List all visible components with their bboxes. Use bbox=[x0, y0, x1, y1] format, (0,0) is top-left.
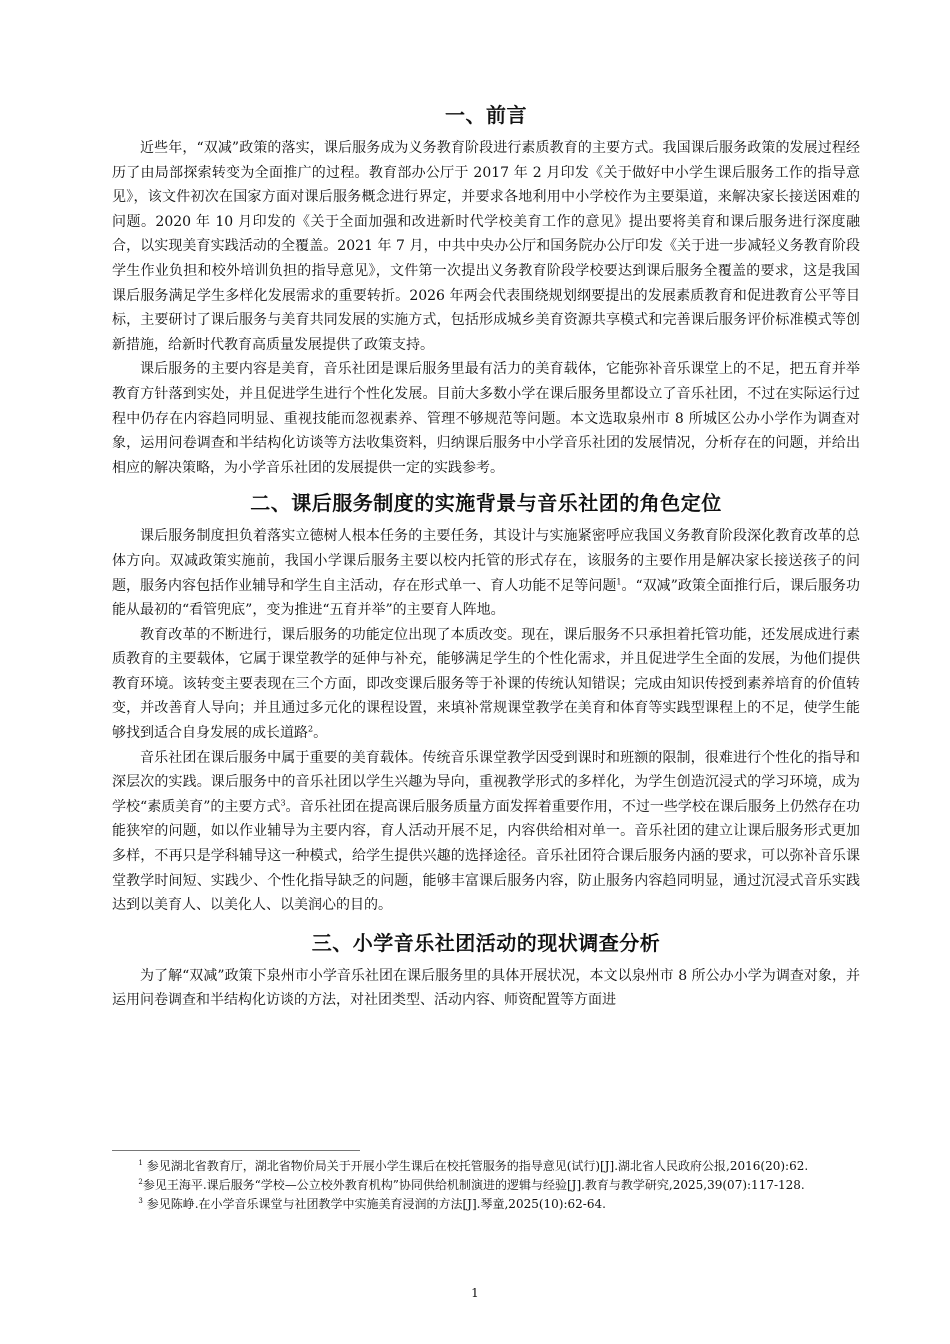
footnote-item bbox=[112, 1195, 860, 1214]
footnote-ref[interactable]: 2 bbox=[308, 724, 314, 734]
page-number: 1 bbox=[471, 1286, 479, 1300]
paragraph: 为了解“双减”政策下泉州市小学音乐社团在课后服务里的具体开展状况，本文以泉州市 8 所公办小学为调查对象，并运用问卷调查和半结构化访谈的方法，对社团类型、活动内容、师资配置等方面进 bbox=[112, 967, 860, 1009]
paragraph-text: 。 bbox=[313, 725, 328, 742]
paragraph bbox=[112, 746, 860, 918]
paragraph: 课后服务的主要内容是美育，音乐社团是课后服务里最有活力的美育载体，它能弥补音乐课堂上的不足，把五育并举教育方针落到实处，并且促进学生进行个性化发展。目前大多数小学在课后服务里都设立了音乐社团，不过在实际运行过程中仍存在内容趋同明显、重视技能而忽视素养、管理不够规范等问题。本文选取泉州市 8 所城区公办小学作为调查对象，运用问卷调查和半结构化访谈等方法收集资料，归纳课后服务中小学音乐社团的发展情况，分析存在的问题，并给出相应的解决策略，为小学音乐社团的发展提供一定的实践参考。 bbox=[112, 361, 860, 476]
paragraph-text: 音乐社团在课后服务中属于重要的美育载体。传统音乐课堂教学因受到课时和班额的限制，很难进行个性化的指导和深层次的实践。课后服务中的音乐社团以学生兴趣为导向，重视教学形式的多样化，为学生创造沉浸式的学习环境，成为学校“素质美育”的主要方式 bbox=[112, 749, 860, 815]
section-heading-background: 二、课后服务制度的实施背景与音乐社团的角色定位 bbox=[250, 491, 722, 516]
footnote-mark: 1 bbox=[138, 1159, 143, 1167]
footnote-item bbox=[112, 1176, 860, 1195]
paragraph bbox=[112, 524, 860, 622]
paragraph-text: 课后服务制度担负着落实立德树人根本任务的主要任务，其设计与实施紧密呼应我国义务教育阶段深化教育改革的总体方向。双减政策实施前，我国小学课后服务主要以校内托管的形式存在，该服务的主要作用是解决家长接送孩子的问题，服务内容包括作业辅导和学生自主活动，存在形式单一、育人功能不足等问题 bbox=[112, 528, 860, 594]
paragraph-text: 。“双减”政策全面推行后，课后服务功能从最初的“看管兜底”，变为推进“五育并举”的主要育人阵地。 bbox=[112, 577, 860, 619]
paragraph-text: 。音乐社团在提高课后服务质量方面发挥着重要作用，不过一些学校在课后服务上仍然存在功能狭窄的问题，如以作业辅导为主要内容，育人活动开展不足，内容供给相对单一。音乐社团的建立让课后服务形式更加多样，不再只是学科辅导这一种模式，给学生提供兴趣的选择途径。音乐社团符合课后服务内涵的要求，可以弥补音乐课堂教学时间短、实践少、个性化指导缺乏的问题，能够丰富课后服务内容，防止服务内容趋同明显，通过沉浸式音乐实践达到以美育人、以美化人、以美润心的目的。 bbox=[112, 798, 860, 914]
footnote-text: 参见湖北省教育厅，湖北省物价局关于开展小学生课后在校托管服务的指导意见(试行)[J].湖北省人民政府公报,2016(20):62. bbox=[146, 1159, 809, 1173]
footnote-mark: 3 bbox=[138, 1197, 143, 1205]
footnote-mark: 2 bbox=[138, 1178, 143, 1186]
footnote-ref[interactable]: 1 bbox=[616, 576, 622, 586]
footnote-divider bbox=[112, 1150, 360, 1151]
paragraph bbox=[112, 623, 860, 746]
footnote-text: 参见王海平.课后服务“学校—公立校外教育机构”协同供给机制演进的逻辑与经验[J].教育与教学研究,2025,39(07):117-128. bbox=[142, 1178, 805, 1192]
section-heading-introduction: 一、前言 bbox=[445, 103, 527, 127]
footnote-ref[interactable]: 3 bbox=[280, 798, 286, 808]
paragraph: 近些年，“双减”政策的落实，课后服务成为义务教育阶段进行素质教育的主要方式。我国课后服务政策的发展过程经历了由局部探索转变为全面推广的过程。教育部办公厅于 2017 年 2 月印发《关于做好中小学生课后服务工作的指导意见》，该文件初次在国家方面对课后服务概念进行界定，并要求各地利用中小学校作为主要渠道，来解决家长接送困难的问题。2020 年 10 月印发的《关于全面加强和改进新时代学校美育工作的意见》提出要将美育和课后服务进行深度融合，以实现美育实践活动的全覆盖。2021 年 7 月，中共中央办公厅和国务院办公厅印发《关于进一步减轻义务教育阶段学生作业负担和校外培训负担的指导意见》，文件第一次提出义务教育阶段学校要达到课后服务全覆盖的要求，这是我国课后服务满足学生多样化发展需求的重要转折。2026 年两会代表围绕规划纲要提出的发展素质教育和促进教育公平等目标，主要研讨了课后服务与美育共同发展的实施方式，包括形成城乡美育资源共享模式和完善课后服务评价标准模式等创新措施，给新时代教育高质量发展提供了政策支持。 bbox=[112, 140, 860, 353]
footnotes bbox=[112, 1150, 860, 1214]
footnote-text: 参见陈峥.在小学音乐课堂与社团教学中实施美育浸润的方法[J].琴童,2025(10):62-64. bbox=[146, 1197, 606, 1211]
footnote-item bbox=[112, 1157, 860, 1176]
section-heading-survey: 三、小学音乐社团活动的现状调查分析 bbox=[311, 930, 661, 955]
paragraph-text: 教育改革的不断进行，课后服务的功能定位出现了本质改变。现在，课后服务不只承担着托管功能，还发展成进行素质教育的主要载体，它属于课堂教学的延伸与补充，能够满足学生的个性化需求，并且促进学生全面的发展，为他们提供教育环境。该转变主要表现在三个方面，即改变课后服务等于补课的传统认知错误；完成由知识传授到素养培育的价值转变，并改善育人导向；并且通过多元化的课程设置，来填补常规课堂教学在美育和体育等实践型课程上的不足，使学生能够找到适合自身发展的成长道路 bbox=[112, 626, 860, 742]
main-content bbox=[112, 100, 860, 1013]
